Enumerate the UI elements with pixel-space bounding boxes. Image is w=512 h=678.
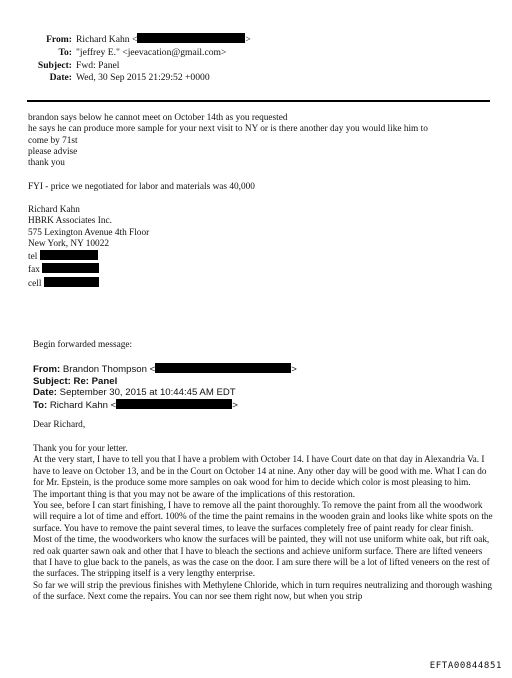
message-line: thank you (28, 158, 65, 169)
email-header (0, 33, 251, 85)
header-from-row (0, 33, 251, 47)
fyi-line: FYI - price we negotiated for labor and materials was 40,000 (28, 182, 255, 192)
paragraph: Most of the time, the woodworkers who know the surfaces will be painted, they will not use uniform white oak, but rift oak, red oak quarter sawn oak and other that I have to bleach the sections and achieve uniform surface. There are lifted veneers that I have to glue back to the panels, as was the case on the door. I am sure there will be a lot of lifted veneers on the rest of the surfaces. The stripping itself is a very lengthy enterprise. (33, 534, 490, 579)
message-line: he says he can produce more sample for your next visit to NY or is there another day you would like him to (28, 124, 428, 135)
paragraph: The important thing is that you may not be aware of the implications of this restoration. (33, 488, 356, 499)
message-body (28, 113, 498, 169)
paragraph: So far we will strip the previous finishes with Methylene Chloride, which in turn requires neutralizing and thorough washing of the surface. Next come the repairs. You can nor see them right now, but when you strip (33, 579, 493, 602)
signature-address: 575 Lexington Avenue 4th Floor (28, 227, 150, 238)
to-label: To: (58, 46, 72, 58)
message-line: come by 71st (28, 135, 78, 146)
header-date-row (0, 72, 251, 85)
forwarded-header (33, 363, 297, 411)
signature-company: HBRK Associates Inc. (28, 216, 112, 227)
fwd-date-row (33, 387, 297, 399)
fwd-from-row (33, 363, 297, 376)
header-subject-row (0, 60, 251, 73)
redaction-bar (137, 33, 245, 43)
signature-tel-row (28, 250, 149, 263)
subject-label: Subject: (37, 59, 72, 71)
fwd-from-value: Brandon Thompson < (62, 364, 156, 375)
signature-block (28, 205, 149, 290)
fwd-subject-row (33, 376, 297, 388)
bates-number: EFTA00844851 (429, 661, 502, 671)
message-line: please advise (28, 146, 78, 157)
paragraph: Thank you for your letter. (33, 443, 128, 453)
from-label: From: (46, 34, 72, 45)
fwd-from-end: > (291, 364, 297, 375)
header-divider (27, 100, 490, 102)
fwd-subject-label: Subject: (33, 375, 71, 387)
greeting: Dear Richard, (33, 420, 86, 430)
fwd-to-row (33, 399, 297, 412)
from-value: Richard Kahn < (76, 34, 138, 45)
redaction-bar (42, 263, 99, 273)
redaction-bar (44, 277, 99, 287)
redaction-bar (155, 363, 291, 373)
redaction-bar (116, 399, 232, 409)
fwd-to-value: Richard Kahn < (49, 399, 117, 411)
fwd-from-label: From: (33, 364, 61, 375)
from-end: > (245, 34, 251, 45)
fwd-to-end: > (232, 399, 238, 411)
tel-label: tel (28, 252, 38, 263)
date-value: Wed, 30 Sep 2015 21:29:52 +0000 (76, 72, 210, 84)
redaction-bar (40, 250, 98, 260)
signature-city: New York, NY 10022 (28, 238, 110, 249)
message-line: brandon says below he cannot meet on October 14th as you requested (28, 113, 288, 123)
subject-value: Fwd: Panel (76, 59, 120, 71)
fwd-date-value: September 30, 2015 at 10:44:45 AM EDT (59, 387, 236, 399)
fwd-subject-value: Re: Panel (73, 375, 118, 387)
header-to-row (0, 47, 251, 60)
forwarded-intro: Begin forwarded message: (33, 340, 133, 350)
forwarded-body (33, 443, 495, 603)
fwd-date-label: Date: (33, 387, 57, 399)
fwd-to-label: To: (33, 399, 48, 411)
to-value: "jeffrey E." <jeevacation@gmail.com> (76, 46, 227, 58)
fax-label: fax (28, 265, 40, 276)
signature-cell-row (28, 277, 149, 290)
paragraph: You see, before I can start finishing, I have to remove all the paint thoroughly. To remove the paint from all the woodwork will require a lot of time and effort. 100% of the time the paint remains in the wooden grain and looks like white spots on the surface. You have to remove the paint several times, to leave the surfaces completely free of paint ready for clear finish. (33, 500, 493, 533)
date-label: Date: (49, 72, 72, 84)
signature-name: Richard Kahn (28, 205, 80, 215)
paragraph: At the very start, I have to tell you that I have a problem with October 14. I have Court date on that day in Alexandria Va. I have to leave on October 13, and be in the Court on October 14 at nine. Any other day will be good with me. What I can do for Mr. Epstein, is the produce some more samples on oak wood for him to decide which color is most pleasing to him. (33, 454, 487, 488)
cell-label: cell (28, 278, 42, 289)
signature-fax-row (28, 263, 149, 276)
